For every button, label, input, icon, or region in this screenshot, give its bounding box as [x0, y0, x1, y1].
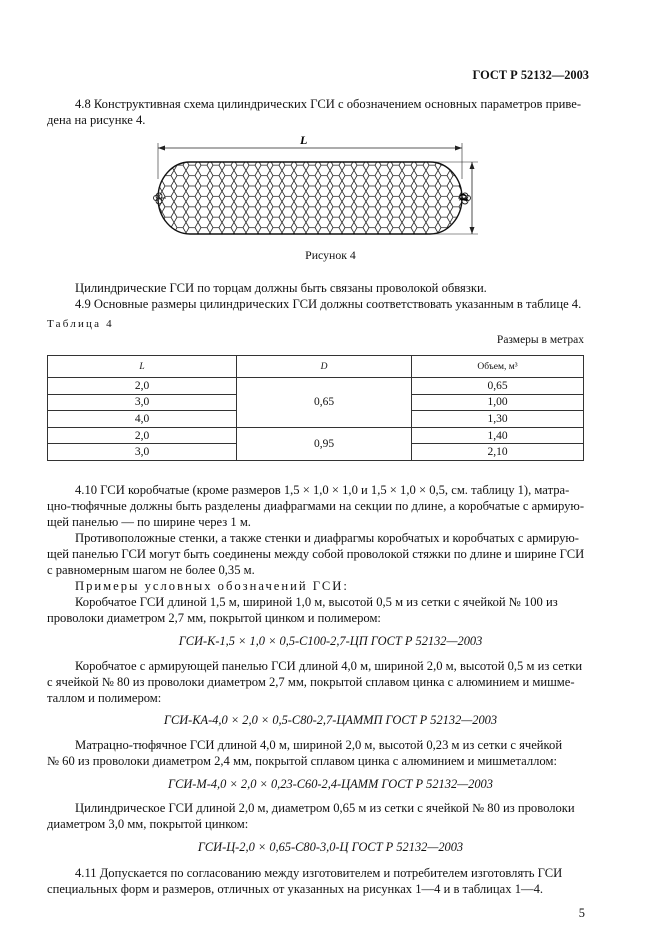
- page-number: 5: [578, 906, 585, 920]
- example-4-desc-line1: Цилиндрическое ГСИ длиной 2,0 м, диаметром 0,65 м из сетки с ячейкой № 80 из проволоки: [75, 801, 575, 815]
- table-header-row: [48, 356, 584, 378]
- example-1-desc-line2: проволоки диаметром 2,7 мм, покрытой цинком и полимером:: [47, 611, 381, 625]
- section-4-8-line1: 4.8 Конструктивная схема цилиндрических ГСИ с обозначением основных параметров приве-: [75, 97, 582, 111]
- example-1-code: ГСИ-К-1,5 × 1,0 × 0,5-С100-2,7-ЦП ГОСТ Р 52132—2003: [178, 634, 483, 648]
- table-4: [47, 355, 584, 461]
- table-title: Таблица 4: [47, 318, 114, 330]
- section-4-8-line2: дена на рисунке 4.: [47, 113, 146, 127]
- section-4-10-line4: Противоположные стенки, а также стенки и диафрагмы коробчатых и коробчатых с армирую-: [75, 531, 580, 545]
- cell-volume: 0,65: [412, 378, 584, 395]
- example-1-desc-line1: Коробчатое ГСИ длиной 1,5 м, шириной 1,0 м, высотой 0,5 м из сетки с ячейкой № 100 из: [75, 595, 558, 609]
- section-4-10-line2: цно-тюфячные должны быть разделены диафрагмами на секции по длине, а коробчатые с армирую-: [47, 499, 585, 513]
- example-3-code: ГСИ-М-4,0 × 2,0 × 0,23-С60-2,4-ЦАММ ГОСТ Р 52132—2003: [168, 777, 493, 791]
- section-4-10-line3: щей панелью — по ширине через 1 м.: [47, 515, 251, 529]
- cell-L: 3,0: [48, 394, 237, 411]
- section-4-11-line1: 4.11 Допускается по согласованию между изготовителем и потребителем изготовлять ГСИ: [75, 866, 563, 880]
- cell-D: 0,65: [237, 378, 412, 428]
- example-4-desc-line2: диаметром 3,0 мм, покрытой цинком:: [47, 817, 249, 831]
- cell-L: 2,0: [48, 378, 237, 395]
- cell-volume: 1,30: [412, 411, 584, 428]
- cell-volume: 1,00: [412, 394, 584, 411]
- header-L: L: [48, 356, 237, 378]
- diameter-label: D: [456, 193, 470, 202]
- section-4-11-line2: специальных форм и размеров, отличных от указанных на рисунках 1—4 и в таблицах 1—4.: [47, 882, 544, 896]
- examples-title: Примеры условных обозначений ГСИ:: [75, 579, 349, 593]
- cell-L: 3,0: [48, 444, 237, 461]
- example-2-desc-line3: таллом и полимером:: [47, 691, 162, 705]
- header-D: D: [237, 356, 412, 378]
- example-2-desc-line2: с ячейкой № 80 из проволоки диаметром 2,7 мм, покрытой сплавом цинка с алюминием и мишме-: [47, 675, 575, 689]
- cell-L: 2,0: [48, 427, 237, 444]
- example-2-code: ГСИ-КА-4,0 × 2,0 × 0,5-С80-2,7-ЦАММП ГОСТ Р 52132—2003: [163, 713, 498, 727]
- cell-volume: 1,40: [412, 427, 584, 444]
- after-figure-line1: Цилиндрические ГСИ по торцам должны быть связаны проволокой обвязки.: [75, 281, 487, 295]
- table-row: [48, 427, 584, 444]
- cylindrical-gabion-figure: [150, 134, 490, 244]
- example-3-desc-line1: Матрацно-тюфячное ГСИ длиной 4,0 м, шириной 2,0 м, высотой 0,23 м из сетки с ячейкой: [75, 738, 563, 752]
- cell-volume: 2,10: [412, 444, 584, 461]
- example-2-desc-line1: Коробчатое с армирующей панелью ГСИ длиной 4,0 м, шириной 2,0 м, высотой 0,5 м из сетки: [75, 659, 583, 673]
- length-label: L: [300, 134, 308, 147]
- example-4-code: ГСИ-Ц-2,0 × 0,65-С80-3,0-Ц ГОСТ Р 52132—2003: [197, 840, 464, 854]
- cell-L: 4,0: [48, 411, 237, 428]
- section-4-10-line1: 4.10 ГСИ коробчатые (кроме размеров 1,5 × 1,0 × 1,0 и 1,5 × 1,0 × 0,5, см. таблицу 1), матра-: [75, 483, 570, 497]
- table-row: [48, 378, 584, 395]
- section-4-9-line: 4.9 Основные размеры цилиндрических ГСИ должны соответствовать указанным в таблице 4.: [75, 297, 582, 311]
- standard-header: ГОСТ Р 52132—2003: [472, 68, 589, 82]
- header-volume: Объем, м³: [412, 356, 584, 378]
- example-3-desc-line2: № 60 из проволоки диаметром 2,4 мм, покрытой сплавом цинка с алюминием и мишметаллом:: [47, 754, 557, 768]
- table-units: Размеры в метрах: [496, 334, 584, 346]
- cell-D: 0,95: [237, 427, 412, 460]
- figure-caption: Рисунок 4: [305, 248, 356, 262]
- section-4-10-line6: с равномерным шагом не более 0,35 м.: [47, 563, 255, 577]
- section-4-10-line5: щей панелью ГСИ могут быть соединены между собой проволокой стяжки по длине и ширине ГСИ: [47, 547, 585, 561]
